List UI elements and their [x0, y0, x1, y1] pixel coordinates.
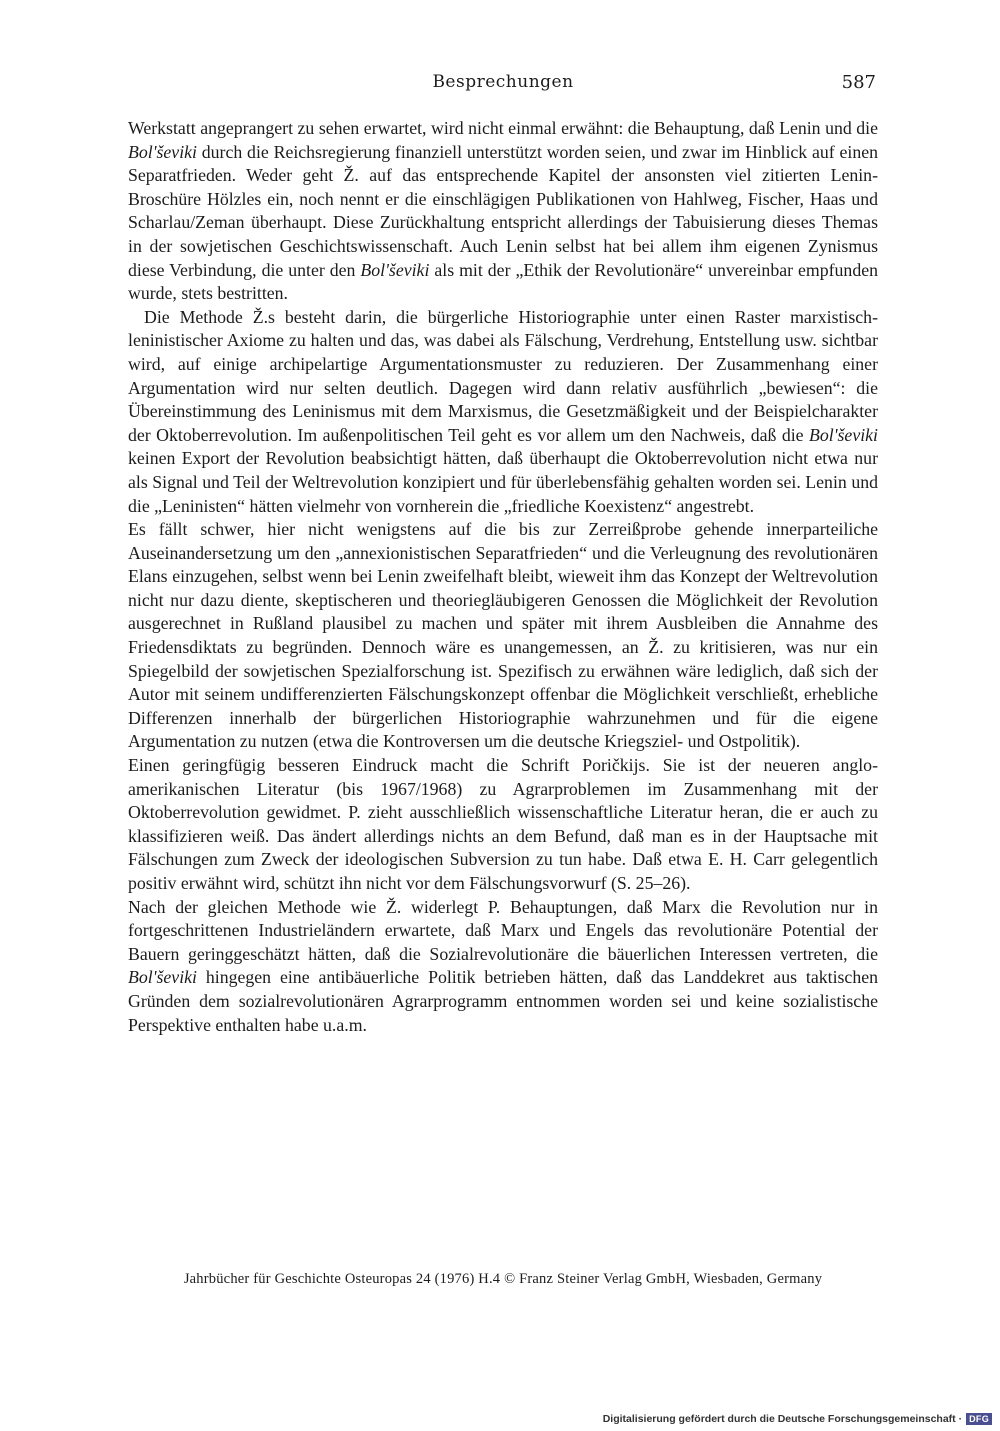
paragraph-text: Es fällt schwer, hier nicht wenigstens auf die bis zur Zerreißprobe gehende innerparteiliche Auseinandersetzung um den „annexionistischen Separatfrieden“ und die Verleugnung des revolutionären Elans einzugehen, selbst wenn bei Lenin zweifelhaft bleibt, wieweit ihm das Konzept der Weltrevolution nicht nur dazu diente, skeptischeren und theoriegläubigeren Genossen die Möglichkeit der Revolution ausgerechnet in Rußland plausibel zu machen und später mit ihrem Ausbleiben die Annahme des Friedensdiktats zu begründen. Dennoch wäre es unangemessen, an Ž. zu kritisieren, was nur ein Spiegelbild der sowjetischen Spezialforschung ist. Spezifisch zu erwähnen wäre lediglich, daß sich der Autor mit seinem undifferenzierten Fälschungskonzept offenbar die Möglichkeit verschließt, erhebliche Differenzen innerhalb der bürgerlichen Historiographie wahrzunehmen und für die eigene Argumentation zu nutzen (etwa die Kontroversen um die deutsche Kriegsziel- und Ostpolitik). [128, 519, 878, 752]
digitization-credit [603, 1411, 992, 1427]
italic-term: Bol'ševiki [128, 967, 197, 988]
paragraph-text: Die Methode Ž.s besteht darin, die bürgerliche Historiographie unter einen Raster marxistisch-leninistischer Axiome zu halten und das, was dabei als Fälschung, Verdrehung, Entstellung usw. sichtbar wird, auf einige archipelartige Argumentationsmuster zu reduzieren. Der Zusammenhang einer Argumentation wird nur selten deutlich. Dagegen wird dann relativ ausführlich „bewiesen“: die Übereinstimmung des Leninismus mit dem Marxismus, die Gesetzmäßigkeit und der Beispielcharakter der Oktoberrevolution. Im außenpolitischen Teil geht es vor allem um den Nachweis, daß die [128, 306, 878, 445]
journal-citation-footer: Jahrbücher für Geschichte Osteuropas 24 (1976) H.4 © Franz Steiner Verlag GmbH, Wiesbaden, Germany [183, 1271, 823, 1287]
paragraph-text: hingegen eine antibäuerliche Politik betrieben hätten, daß das Landdekret aus taktischen Gründen dem sozialrevolutionären Agrarprogramm entnommen worden sei und keine sozialistische Perspektive enthalten habe u.a.m. [128, 967, 878, 1035]
page-number: 587 [841, 72, 876, 93]
paragraph-text: keinen Export der Revolution beabsichtigt hätten, daß überhaupt die Oktoberrevolution nicht etwa nur als Signal und Teil der Weltrevolution konzipiert und für überlebensfähig gehalten worden sei. Lenin und die „Leninisten“ hätten vielmehr von vornherein die „friedliche Koexistenz“ angestrebt. [128, 448, 878, 516]
paragraph-text: als mit der „Ethik der Revolutionäre“ unvereinbar empfunden wurde, stets bestritten. [128, 259, 878, 304]
italic-term: Bol'ševiki [128, 141, 197, 162]
italic-term: Bol'ševiki [809, 424, 878, 445]
paragraph [128, 306, 878, 518]
running-head: Besprechungen [432, 72, 574, 92]
paragraph [128, 518, 878, 754]
body-text [128, 117, 878, 1037]
italic-term: Bol'ševiki [360, 259, 430, 280]
paragraph-text: Einen geringfügig besseren Eindruck macht die Schrift Poričkijs. Sie ist der neueren anglo-amerikanischen Literatur (bis 1967/1968) zu Agrarproblemen im Zusammenhang mit der Oktoberrevolution gewidmet. P. zieht ausschließlich wissenschaftliche Literatur heran, die er auch zu klassifizieren weiß. Das ändert allerdings nichts an dem Befund, daß man es in der Hauptsache mit Fälschungen zum Zweck der ideologischen Subversion zu tun habe. Daß etwa E. H. Carr gelegentlich positiv erwähnt wird, schützt ihn nicht vor dem Fälschungsvorwurf (S. 25–26). [128, 755, 878, 893]
paragraph [128, 117, 878, 306]
paragraph [128, 896, 878, 1038]
paragraph [128, 754, 878, 896]
dfg-logo: DFG [966, 1413, 992, 1425]
digitization-credit-text: Digitalisierung gefördert durch die Deutsche Forschungsgemeinschaft · [602, 1413, 963, 1425]
paragraph-text: Nach der gleichen Methode wie Ž. widerlegt P. Behauptungen, daß Marx die Revolution nur in fortgeschrittenen Industrieländern erwartete, daß Marx und Engels das revolutionäre Potential der Bauern geringgeschätzt hätten, daß die Sozialrevolutionäre die bäuerlichen Interessen vertreten, die [128, 896, 878, 964]
page-header [130, 72, 876, 102]
paragraph-text: Werkstatt angeprangert zu sehen erwartet, wird nicht einmal erwähnt: die Behauptung, daß Lenin und die [128, 118, 878, 138]
paragraph-text: durch die Reichsregierung finanziell unterstützt worden seien, und zwar im Hinblick auf einen Separatfrieden. Weder geht Ž. auf das entsprechende Kapitel der ansonsten viel zitierten Lenin-Broschüre Hölzles ein, noch nennt er die einschlägigen Publikationen von Hahlweg, Fischer, Haas und Scharlau/Zeman überhaupt. Diese Zurückhaltung entspricht allerdings der Tabuisierung dieses Themas in der sowjetischen Geschichtswissenschaft. Auch Lenin selbst hat bei allem ihm eigenen Zynismus diese Verbindung, die unter den [128, 141, 878, 280]
